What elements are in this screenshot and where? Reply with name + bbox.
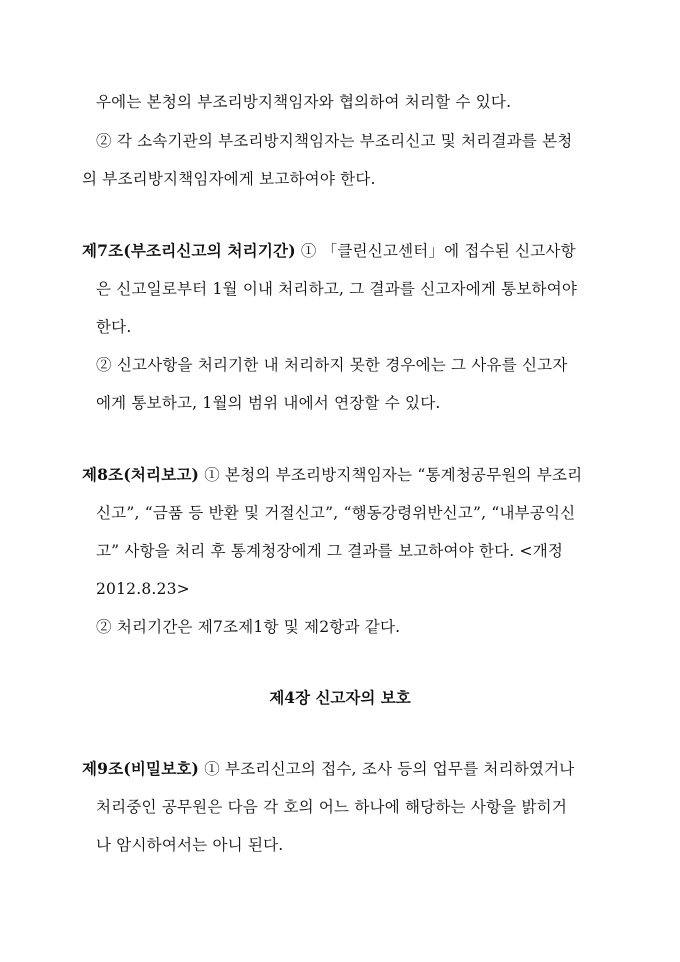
article-7-paragraph-2-line-1: ② 신고사항을 처리기한 내 처리하지 못한 경우에는 그 사유를 신고자 — [96, 356, 568, 374]
continuation-paragraph-2-line-1: ② 각 소속기관의 부조리방지책임자는 부조리신고 및 처리결과를 본청 — [96, 132, 573, 150]
article-8-line-3: 고” 사항을 처리 후 통계청장에게 그 결과를 보고하여야 한다. <개정 — [96, 542, 564, 560]
article-8-line-1-text: ① 본청의 부조리방지책임자는 “통계청공무원의 부조리 — [199, 466, 583, 484]
article-8-line-2: 신고”, “금품 등 반환 및 거절신고”, “행동강령위반신고”, “내부공익신 — [96, 504, 576, 522]
article-8-paragraph-2-line-1: ② 처리기간은 제7조제1항 및 제2항과 같다. — [96, 618, 401, 636]
article-7-line-1 — [82, 241, 576, 261]
article-7-heading: 제7조(부조리신고의 처리기간) — [82, 241, 296, 260]
article-7-paragraph-2-line-2: 에게 통보하고, 1월의 범위 내에서 연장할 수 있다. — [96, 394, 441, 412]
article-9-heading: 제9조(비밀보호) — [82, 759, 200, 778]
article-8-heading: 제8조(처리보고) — [82, 465, 200, 484]
article-7-line-3: 한다. — [96, 318, 132, 336]
article-9-line-1 — [82, 759, 574, 779]
article-7-line-2: 은 신고일로부터 1월 이내 처리하고, 그 결과를 신고자에게 통보하여야 — [96, 280, 578, 298]
article-8-line-4: 2012.8.23> — [96, 580, 190, 598]
article-8-line-1 — [82, 465, 582, 485]
chapter-4-title: 제4장 신고자의 보호 — [269, 688, 411, 707]
article-9-line-1-text: ① 부조리신고의 접수, 조사 등의 업무를 처리하였거나 — [199, 760, 575, 778]
article-7-line-1-text: ① 「클린신고센터」에 접수된 신고사항 — [295, 242, 576, 260]
continuation-line-1: 우에는 본청의 부조리방지책임자와 협의하여 처리할 수 있다. — [96, 93, 512, 111]
continuation-paragraph-2-line-2: 의 부조리방지책임자에게 보고하여야 한다. — [82, 170, 376, 188]
article-9-line-3: 나 암시하여서는 아니 된다. — [96, 836, 284, 854]
article-9-line-2: 처리중인 공무원은 다음 각 호의 어느 하나에 해당하는 사항을 밝히거 — [96, 798, 567, 816]
